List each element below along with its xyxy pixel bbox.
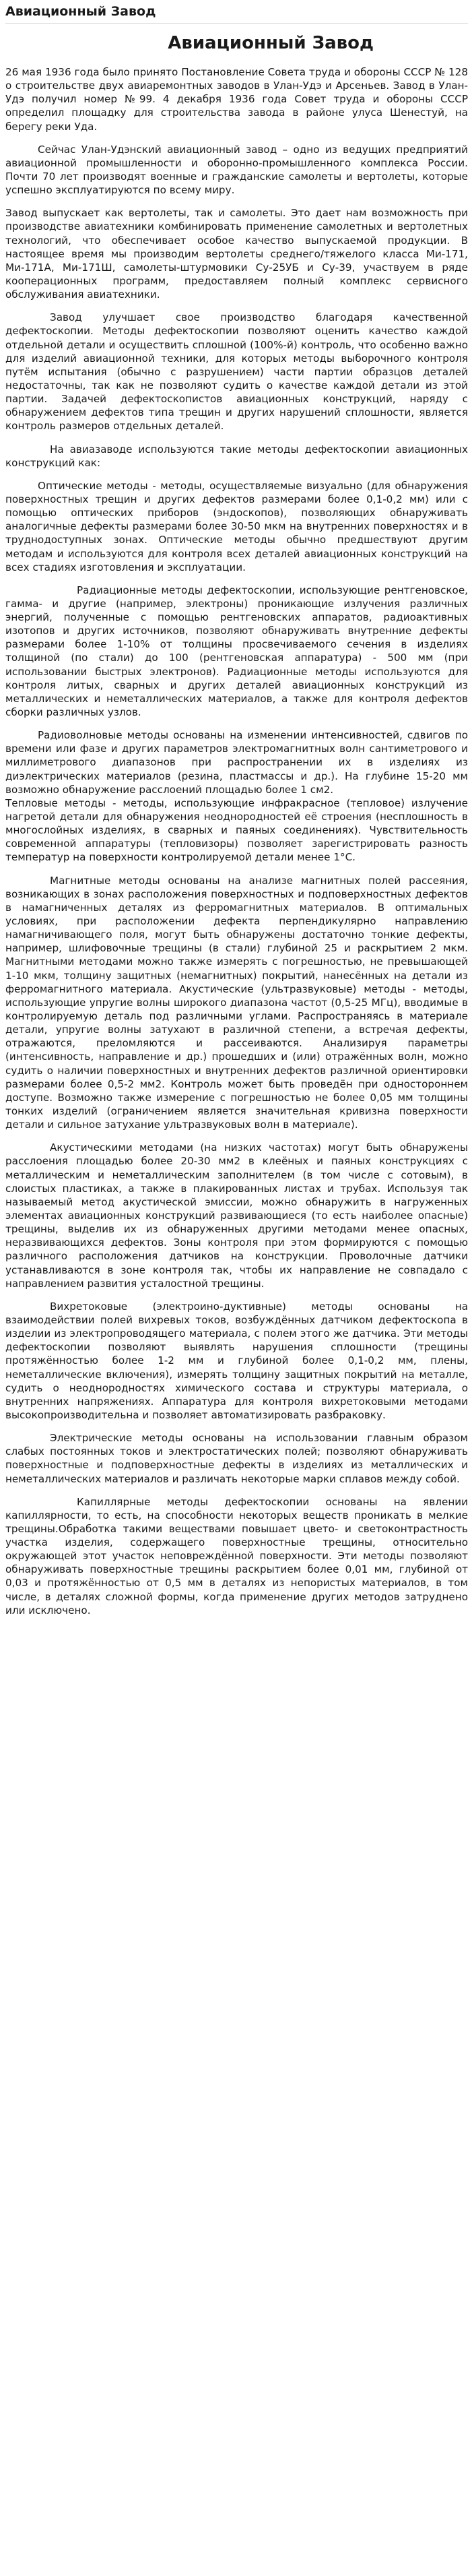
- site-title[interactable]: Авиационный Завод: [5, 4, 156, 19]
- paragraph-optical-methods: Оптические методы - методы, осуществляемые визуально (для обнаружения поверхностных трещин и других дефектов размерами более 0,1-0,2 мм) или с помощью оптических приборов (эндоскопов), позволяющих обнаруживать аналогичные дефекты размерами более 30-50 мкм на внутренних поверхностях и в труднодоступных зонах. Оптические методы обычно предшествуют другим методам и используются для контроля всех деталей авиационных конструкций на всех стадиях изготовления и эксплуатации.: [5, 479, 468, 573]
- paragraph-methods-intro: На авиазаводе используются такие методы дефектоскопии авиационных конструкций как:: [5, 443, 468, 469]
- paragraph-production: Завод выпускает как вертолеты, так и самолеты. Это дает нам возможность при производстве авиатехники комбинировать применение самолетных и вертолетных технологий, что обеспечивает особое качество выпускаемой продукции. В настоящее время мы производим вертолеты среднего/тяжелого класса Ми-171, Ми-171А, Ми-171Ш, самолеты-штурмовики Су-25УБ и Су-39, участвуем в ряде кооперационных программ, предоставляем полный комплекс сервисного обслуживания авиатехники.: [5, 207, 468, 301]
- paragraph-today: Сейчас Улан-Удэнский авиационный завод – одно из ведущих предприятий авиационной промышленности и оборонно-промышленного комплекса России. Почти 70 лет производят военные и гражданские самолеты и вертолеты, которые успешно эксплуатируются по всему миру.: [5, 143, 468, 197]
- paragraph-capillary-methods: Капиллярные методы дефектоскопии основаны на явлении капиллярности, то есть, на способности некоторых веществ проникать в мелкие трещины.Обработка такими веществами повышает цвето- и светоконтрастность участка изделия, содержащего поверхностные трещины, относительно окружающей этот участок неповреждённой поверхности. Эти методы позволяют обнаруживать поверхностные трещины раскрытием более 0,01 мм, глубиной от 0,03 и протяжённостью от 0,5 мм в деталях из непористых материалов, в том числе, в деталях сложной формы, когда применение других методов затруднено или исключено.: [5, 1495, 468, 1616]
- article-body: [5, 65, 468, 1617]
- paragraph-thermal-methods: Тепловые методы - методы, использующие инфракрасное (тепловое) излучение нагретой детали для обнаружения неоднородностей её строения (несплошность в многослойных изделиях, в сварных и паяных соединениях). Чувствительность современной аппаратуры (тепловизоры) позволяет зарегистрировать разность температур на поверхности контролируемой детали менее 1°С.: [5, 796, 468, 864]
- paragraph-radiation-methods: Радиационные методы дефектоскопии, использующие рентгеновское, гамма- и другие (например, электроны) проникающие излучения различных энергий, полученные с помощью рентгеновских аппаратов, радиоактивных изотопов и других источников, позволяют обнаруживать внутренние дефекты размерами более 1-10% от толщины просвечиваемого сечения в изделиях толщиной (по стали) до 100 (рентгеновская аппаратура) - 500 мм (при использовании быстрых электронов). Радиационные методы используются для контроля литых, сварных и других деталей авиационных конструкций из металлических и неметаллических материалов, а также для контроля дефектов сборки различных узлов.: [5, 584, 468, 719]
- paragraph-eddy-current-methods: Вихретоковые (электроино-дуктивные) методы основаны на взаимодействии полей вихревых токов, возбуждённых датчиком дефектоскопа в изделии из электропроводящего материала, с полем этого же датчика. Эти методы дефектоскопии позволяют выявлять нарушения сплошности (трещины протяжённостью более 1-2 мм и глубиной более 0,1-0,2 мм, плены, неметаллические включения), измерять толщину защитных покрытий на металле, судить о неоднородностях химического состава и структуры материала, о внутренних напряжениях. Аппаратура для контроля вихретоковыми методами высокопроизводительна и позволяет автоматизировать разбраковку.: [5, 1300, 468, 1421]
- paragraph-electrical-methods: Электрические методы основаны на использовании главным образом слабых постоянных токов и электростатических полей; позволяют обнаруживать поверхностные и подповерхностные дефекты в изделиях из металлических и неметаллических материалов и различать некоторые марки сплавов между собой.: [5, 1432, 468, 1485]
- article-title: Авиационный Завод: [168, 33, 374, 53]
- paragraph-defectoscopy: Завод улучшает свое производство благодаря качественной дефектоскопии. Методы дефектоскопии позволяют оценить качество каждой отдельной детали и осуществить сплошной (100%-й) контроль, что особенно важно для изделий авиационной техники, для которых методы выборочного контроля путём испытания (обычно с разрушением) части партии образцов деталей недостаточны, так как не позволяют судить о качестве каждой детали из этой партии. Задачей дефектоскопистов авиационных конструкций, наряду с обнаружением дефектов типа трещин и других нарушений сплошности, является контроль размеров отдельных деталей.: [5, 311, 468, 433]
- paragraph-radiowave-methods: Радиоволновые методы основаны на изменении интенсивностей, сдвигов по времени или фазе и других параметров электромагнитных волн сантиметрового и миллиметрового диапазонов при распространении их в изделиях из диэлектрических материалов (резина, пластмассы и др.). На глубине 15-20 мм возможно обнаружение расслоений площадью более 1 см2.: [5, 729, 468, 796]
- paragraph-acoustic-low-frequency: Акустическими методами (на низких частотах) могут быть обнаружены расслоения площадью более 20-30 мм2 в клеёных и паяных конструкциях с металлическим и неметаллическим заполнителем (в том числе с сотовым), в слоистых пластиках, а также в плакированных листах и трубах. Используя так называемый метод акустической эмиссии, можно обнаружить в нагруженных элементах авиационных конструкций развивающиеся (то есть наиболее опасные) трещины, выделив их из обнаруженных другими методами менее опасных, неразвивающихся дефектов. Зоны контроля при этом формируются с помощью различного расположения датчиков на конструкции. Проволочные датчики устанавливаются в зоне контроля так, чтобы их направление не совпадало с направлением развития усталостной трещины.: [5, 1141, 468, 1290]
- paragraph-history: 26 мая 1936 года было принято Постановление Совета труда и обороны СССР № 128 о строительстве двух авиаремонтных заводов в Улан-Удэ и Арсеньев. Завод в Улан-Удэ получил номер №99. 4 декабря 1936 года Совет труда и обороны СССР определил площадку для строительства завода в районе улуса Шенестуй, на берегу реки Уда.: [5, 66, 468, 133]
- paragraph-magnetic-acoustic-methods: Магнитные методы основаны на анализе магнитных полей рассеяния, возникающих в зонах расположения поверхностных и подповерхностных дефектов в намагниченных деталях из ферромагнитных материалов. В оптимальных условиях, при расположении дефекта перпендикулярно направлению намагничивающего поля, могут быть обнаружены достаточно тонкие дефекты, например, шлифовочные трещины (в стали) глубиной 25 и раскрытием 2 мкм. Магнитными методами можно также измерять с погрешностью, не превышающей 1-10 мкм, толщину защитных (немагнитных) покрытий, нанесённых на детали из ферромагнитного материала. Акустические (ультразвуковые) методы - методы, использующие упругие волны широкого диапазона частот (0,5-25 МГц), вводимые в контролируемую деталь под различными углами. Распространяясь в материале детали, упругие волны затухают в различной степени, а встречая дефекты, отражаются, преломляются и рассеиваются. Анализируя параметры (интенсивность, направление и др.) прошедших и (или) отражённых волн, можно судить о наличии поверхностных и внутренних дефектов различной ориентировки размерами более 0,5-2 мм2. Контроль может быть проведён при одностороннем доступе. Возможно также измерение с погрешностью не более 0,05 мм толщины тонких изделий (ограничением является значительная кривизна поверхности детали и сильное затухание ультразвуковых волн в материале).: [5, 874, 468, 1131]
- site-header: [5, 0, 468, 24]
